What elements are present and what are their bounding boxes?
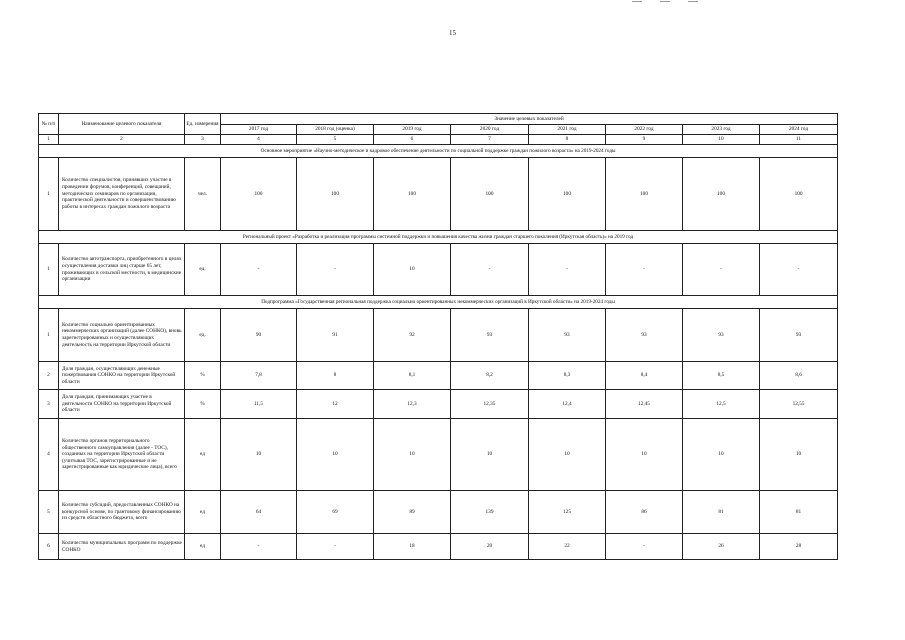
row-value: 10 (374, 419, 451, 491)
row-value: - (606, 534, 683, 560)
row-unit: % (185, 390, 221, 419)
table-row (39, 419, 838, 491)
row-value: 100 (374, 158, 451, 231)
row-value: 81 (683, 491, 760, 534)
row-name: Количество специалистов, принявших участие в проведении форумов, конференций, совещаний, методических семинаров по организации, практической деятельности и совершенствованию работы в интересах граждан пожилого возраста (59, 158, 185, 231)
row-value: 89 (374, 491, 451, 534)
row-value: 69 (297, 491, 374, 534)
row-name: Количество муниципальных программ по поддержке СОНКО (59, 534, 185, 560)
table-row (39, 244, 838, 296)
row-num: 3 (39, 390, 59, 419)
row-value: 10 (451, 419, 529, 491)
row-value: 125 (529, 491, 606, 534)
row-value: 93 (451, 309, 529, 362)
row-name: Количество социально ориентированных некоммерческих организаций (далее СОНКО), вновь зарегистрированных и осуществляющих деятельность на территории Иркутской области (59, 309, 185, 362)
row-value: 8 (297, 362, 374, 390)
header-year: 2019 год (374, 125, 451, 135)
table-row (39, 362, 838, 390)
column-number: 6 (374, 135, 451, 145)
row-value: - (221, 244, 297, 296)
section-title: Подпрограмма «Государственная региональная поддержка социально ориентированных некоммерческих организаций в Иркутской области» на 2019-2024 годы (39, 296, 838, 309)
row-num: 1 (39, 309, 59, 362)
row-value: 93 (683, 309, 760, 362)
row-value: 10 (221, 419, 297, 491)
row-value: 20 (451, 534, 529, 560)
header-year: 2021 год (529, 125, 606, 135)
row-num: 2 (39, 362, 59, 390)
row-value: - (297, 244, 374, 296)
header-year: 2017 год (221, 125, 297, 135)
row-name: Количество субсидий, предоставленных СОНКО на конкурсной основе, по грантовому финансированию из средств областного бюджета, всего (59, 491, 185, 534)
row-value: 12,3 (374, 390, 451, 419)
row-value: - (606, 244, 683, 296)
header-year: 2022 год (606, 125, 683, 135)
row-unit: ед. (185, 309, 221, 362)
row-name: Доля граждан, осуществляющих денежные пожертвования СОНКО на территории Иркутской области (59, 362, 185, 390)
row-value: 12,55 (760, 390, 838, 419)
row-num: 1 (39, 244, 59, 296)
table-row (39, 309, 838, 362)
row-value: 100 (760, 158, 838, 231)
table-row (39, 534, 838, 560)
row-value: 93 (606, 309, 683, 362)
row-value: - (451, 244, 529, 296)
column-number: 11 (760, 135, 838, 145)
column-number: 5 (297, 135, 374, 145)
row-value: 90 (221, 309, 297, 362)
row-value: 10 (374, 244, 451, 296)
header-year: 2020 год (451, 125, 529, 135)
row-value: 8,6 (760, 362, 838, 390)
header-name: Наименование целевого показателя (59, 114, 185, 135)
row-value: 100 (683, 158, 760, 231)
row-value: - (297, 534, 374, 560)
header-year: 2023 год (683, 125, 760, 135)
header-unit: Ед. измерения (185, 114, 221, 135)
scan-mark (660, 1, 670, 2)
row-value: 12,45 (606, 390, 683, 419)
row-value: 100 (221, 158, 297, 231)
header-year: 2018 год (оценка) (297, 125, 374, 135)
row-value: 91 (297, 309, 374, 362)
scan-mark (688, 1, 698, 2)
row-value: 93 (529, 309, 606, 362)
row-value: 18 (374, 534, 451, 560)
table-row (39, 491, 838, 534)
row-value: 8,1 (374, 362, 451, 390)
row-value: 28 (760, 534, 838, 560)
row-value: 10 (606, 419, 683, 491)
row-value: 22 (529, 534, 606, 560)
column-number: 7 (451, 135, 529, 145)
row-value: 81 (760, 491, 838, 534)
row-value: 10 (760, 419, 838, 491)
row-unit: ед. (185, 244, 221, 296)
table-row (39, 390, 838, 419)
row-value: 92 (374, 309, 451, 362)
row-value: 12 (297, 390, 374, 419)
row-value: 100 (529, 158, 606, 231)
row-unit: чел. (185, 158, 221, 231)
row-value: 86 (606, 491, 683, 534)
column-number: 10 (683, 135, 760, 145)
section-row (39, 296, 838, 309)
row-value: 100 (297, 158, 374, 231)
row-value: - (529, 244, 606, 296)
column-number: 9 (606, 135, 683, 145)
row-unit: ед (185, 419, 221, 491)
section-row (39, 231, 838, 244)
row-value: 10 (529, 419, 606, 491)
row-value: - (760, 244, 838, 296)
section-row (39, 145, 838, 158)
row-name: Количество автотранспорта, приобретенного в целях осуществления доставки лиц старше 65 лет, проживающих в сельской местности, в медицинские организации (59, 244, 185, 296)
row-num: 6 (39, 534, 59, 560)
column-number: 2 (59, 135, 185, 145)
row-value: 10 (297, 419, 374, 491)
section-title: Основное мероприятие «Научно-методическое и кадровое обеспечение деятельности по социальной поддержке граждан пожилого возраста» на 2019-2024 годы (39, 145, 838, 158)
header-year: 2024 год (760, 125, 838, 135)
row-value: 64 (221, 491, 297, 534)
column-number-row (39, 135, 838, 145)
row-value: 100 (451, 158, 529, 231)
row-unit: ед (185, 534, 221, 560)
row-value: 12,4 (529, 390, 606, 419)
column-number: 3 (185, 135, 221, 145)
row-value: 8,4 (606, 362, 683, 390)
row-value: - (221, 534, 297, 560)
row-value: 10 (683, 419, 760, 491)
row-value: 100 (606, 158, 683, 231)
row-value: 8,5 (683, 362, 760, 390)
column-number: 1 (39, 135, 59, 145)
row-value: 8,3 (529, 362, 606, 390)
column-number: 8 (529, 135, 606, 145)
table-row (39, 158, 838, 231)
targets-table (38, 113, 838, 560)
row-num: 5 (39, 491, 59, 534)
table-header (39, 114, 838, 145)
header-values-group: Значение целевых показателей (221, 114, 838, 125)
scan-mark (632, 1, 642, 2)
row-unit: ед (185, 491, 221, 534)
row-num: 1 (39, 158, 59, 231)
row-value: 11,5 (221, 390, 297, 419)
row-name: Количество органов территориального общественного самоуправления (далее - ТОС), созданных на территории Иркутской области (учитывая ТОС, зарегистрированные и не зарегистрированные как юридические лица), всего (59, 419, 185, 491)
page-number: 15 (449, 29, 456, 37)
row-name: Доля граждан, принимающих участие в деятельности СОНКО на территории Иркутской области (59, 390, 185, 419)
row-value: - (683, 244, 760, 296)
row-num: 4 (39, 419, 59, 491)
header-num: № п/п (39, 114, 59, 135)
row-unit: % (185, 362, 221, 390)
row-value: 139 (451, 491, 529, 534)
section-title: Региональный проект «Разработка и реализация программы системной поддержки и повышения качества жизни граждан старшего поколения (Иркутская область)» на 2019 год (39, 231, 838, 244)
row-value: 12,35 (451, 390, 529, 419)
column-number: 4 (221, 135, 297, 145)
row-value: 12,5 (683, 390, 760, 419)
row-value: 8,2 (451, 362, 529, 390)
row-value: 7,8 (221, 362, 297, 390)
row-value: 26 (683, 534, 760, 560)
row-value: 93 (760, 309, 838, 362)
